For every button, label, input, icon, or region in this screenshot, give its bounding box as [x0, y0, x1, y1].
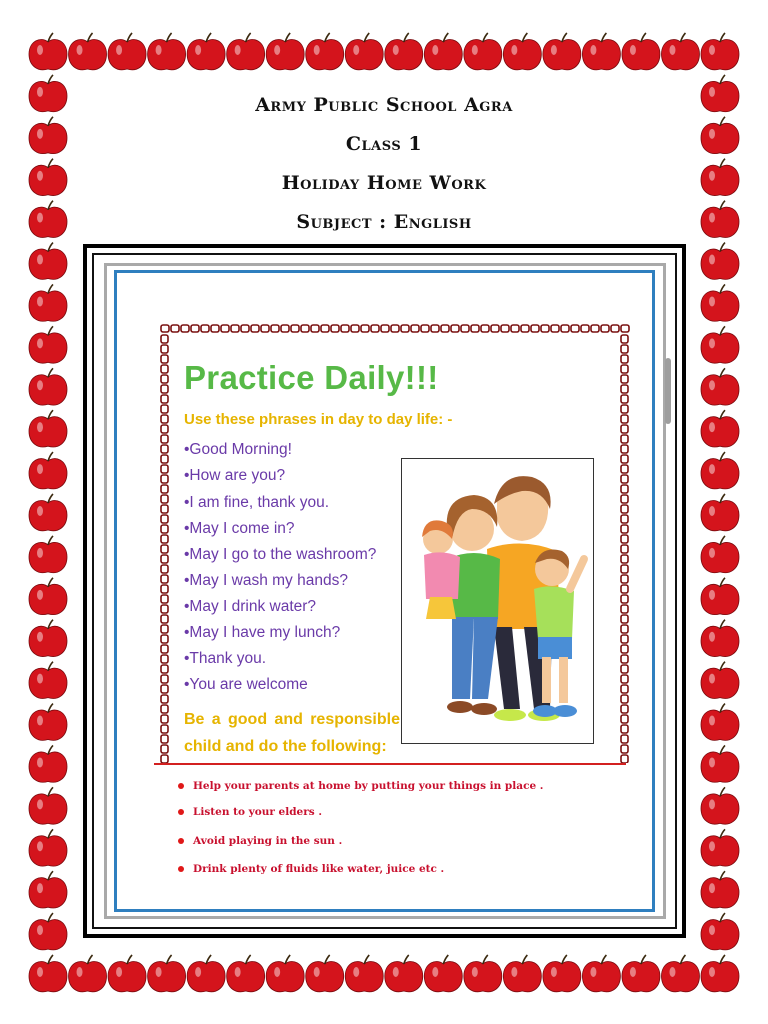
- chain-link: [161, 545, 168, 553]
- chain-link: [391, 325, 399, 332]
- apple-icon: [266, 33, 304, 70]
- chain-link: [161, 395, 168, 403]
- phrase-item: •May I wash my hands?: [184, 572, 348, 589]
- apple-icon: [385, 33, 423, 70]
- chain-link: [621, 645, 628, 653]
- chain-link: [501, 325, 509, 332]
- apple-icon: [29, 494, 67, 531]
- chain-link: [161, 695, 168, 703]
- chain-link: [291, 325, 299, 332]
- apple-icon: [29, 704, 67, 741]
- chain-link: [621, 655, 628, 663]
- apple-icon: [661, 955, 699, 992]
- chain-link: [481, 325, 489, 332]
- chain-link: [621, 715, 628, 723]
- chain-link: [161, 485, 168, 493]
- apple-icon: [661, 33, 699, 70]
- apple-icon: [701, 955, 739, 992]
- bullet-icon: [178, 783, 184, 789]
- phrase-item: •You are welcome: [184, 676, 308, 693]
- apple-icon: [29, 871, 67, 908]
- class-label: Class 1: [345, 133, 423, 155]
- chain-link: [161, 655, 168, 663]
- apple-icon: [543, 33, 581, 70]
- chain-link: [621, 705, 628, 713]
- phrase-item: •How are you?: [184, 467, 286, 484]
- apple-icon: [29, 33, 67, 70]
- chain-link: [221, 325, 229, 332]
- chain-link: [161, 615, 168, 623]
- chain-link: [161, 415, 168, 423]
- chain-link: [621, 375, 628, 383]
- chain-link: [621, 755, 628, 763]
- task-item: [178, 835, 342, 847]
- chain-link: [621, 585, 628, 593]
- apple-icon: [701, 284, 739, 321]
- chain-link: [301, 325, 309, 332]
- apple-icon: [464, 955, 502, 992]
- chain-link: [321, 325, 329, 332]
- chain-link: [621, 345, 628, 353]
- chain-link: [621, 665, 628, 673]
- chain-link: [491, 325, 499, 332]
- chain-link: [621, 555, 628, 563]
- apple-icon: [69, 955, 107, 992]
- phrase-item: •May I have my lunch?: [184, 624, 341, 641]
- apple-icon: [148, 955, 186, 992]
- chain-link: [621, 685, 628, 693]
- chain-link: [621, 575, 628, 583]
- chain-link: [461, 325, 469, 332]
- subject-label: Subject : English: [296, 211, 472, 233]
- chain-link: [171, 325, 179, 332]
- apple-icon: [582, 33, 620, 70]
- apple-icon: [543, 955, 581, 992]
- apple-icon: [29, 955, 67, 992]
- phrase-item: •Good Morning!: [184, 441, 292, 458]
- chain-link: [621, 525, 628, 533]
- apple-icon: [701, 578, 739, 615]
- chain-link: [231, 325, 239, 332]
- task-item: [178, 806, 322, 818]
- chain-link: [271, 325, 279, 332]
- chain-link: [601, 325, 609, 332]
- apple-icon: [701, 620, 739, 657]
- chain-link: [161, 475, 168, 483]
- chain-link: [561, 325, 569, 332]
- apple-icon: [148, 33, 186, 70]
- chain-link: [521, 325, 529, 332]
- apple-icon: [187, 955, 225, 992]
- chain-link: [161, 505, 168, 513]
- apple-icon: [503, 955, 541, 992]
- chain-link: [621, 545, 628, 553]
- chain-link: [161, 375, 168, 383]
- chain-link: [161, 685, 168, 693]
- apple-icon: [29, 578, 67, 615]
- chain-link: [161, 705, 168, 713]
- chain-link: [621, 435, 628, 443]
- chain-link: [181, 325, 189, 332]
- chain-link: [161, 525, 168, 533]
- chain-link: [211, 325, 219, 332]
- chain-link: [621, 675, 628, 683]
- apple-icon: [503, 33, 541, 70]
- phrase-item: •May I drink water?: [184, 598, 317, 615]
- chain-link: [161, 715, 168, 723]
- task-text: Help your parents at home by putting your things in place .: [193, 780, 544, 792]
- chain-link: [621, 325, 629, 332]
- chain-link: [591, 325, 599, 332]
- chain-link: [251, 325, 259, 332]
- chain-link: [621, 725, 628, 733]
- chain-link: [471, 325, 479, 332]
- chain-link: [161, 755, 168, 763]
- task-item: [178, 863, 444, 875]
- apple-icon: [29, 326, 67, 363]
- family-icon: [402, 459, 594, 744]
- chain-link: [161, 465, 168, 473]
- chain-link: [621, 365, 628, 373]
- chain-link: [161, 335, 168, 343]
- apple-icon: [69, 33, 107, 70]
- chain-link: [621, 745, 628, 753]
- chain-link: [621, 735, 628, 743]
- chain-link: [261, 325, 269, 332]
- chain-link: [531, 325, 539, 332]
- apple-icon: [701, 913, 739, 950]
- chain-link: [611, 325, 619, 332]
- chain-link: [161, 745, 168, 753]
- chain-link: [431, 325, 439, 332]
- good-child-line-2: child and do the following:: [184, 738, 387, 755]
- apple-icon: [701, 704, 739, 741]
- chain-link: [621, 615, 628, 623]
- scrollbar-thumb[interactable]: [665, 358, 671, 424]
- chain-link: [161, 665, 168, 673]
- chain-link: [351, 325, 359, 332]
- apple-icon: [701, 33, 739, 70]
- task-text: Listen to your elders .: [193, 806, 322, 818]
- phrase-item: •May I come in?: [184, 520, 295, 537]
- apple-icon: [306, 955, 344, 992]
- apple-icon: [701, 871, 739, 908]
- chain-link: [621, 475, 628, 483]
- chain-link: [621, 535, 628, 543]
- chain-link: [571, 325, 579, 332]
- chain-link: [161, 535, 168, 543]
- apple-icon: [29, 452, 67, 489]
- phrase-item: •Thank you.: [184, 650, 267, 667]
- chain-link: [541, 325, 549, 332]
- apple-icon: [187, 33, 225, 70]
- section-divider: [154, 763, 626, 765]
- chain-link: [161, 725, 168, 733]
- chain-link: [161, 365, 168, 373]
- chain-link: [161, 645, 168, 653]
- chain-link: [341, 325, 349, 332]
- apple-icon: [385, 955, 423, 992]
- phrase-item: •May I go to the washroom?: [184, 546, 377, 563]
- apple-icon: [701, 494, 739, 531]
- apple-icon: [29, 536, 67, 573]
- apple-icon: [29, 243, 67, 280]
- chain-link: [621, 625, 628, 633]
- task-text: Avoid playing in the sun .: [193, 835, 343, 847]
- chain-link: [621, 425, 628, 433]
- apple-icon: [701, 536, 739, 573]
- apple-icon: [29, 284, 67, 321]
- chain-link: [161, 675, 168, 683]
- apple-icon: [345, 955, 383, 992]
- chain-link: [161, 455, 168, 463]
- bullet-icon: [178, 809, 184, 815]
- chain-link: [621, 465, 628, 473]
- chain-link: [621, 385, 628, 393]
- chain-link: [161, 495, 168, 503]
- chain-link: [401, 325, 409, 332]
- chain-link: [551, 325, 559, 332]
- chain-link: [191, 325, 199, 332]
- chain-link: [621, 455, 628, 463]
- apple-icon: [701, 368, 739, 405]
- chain-link: [441, 325, 449, 332]
- homework-title: Holiday Home Work: [281, 172, 487, 194]
- poster-title: Practice Daily!!!: [184, 359, 439, 396]
- chain-link: [621, 595, 628, 603]
- chain-link: [361, 325, 369, 332]
- chain-link: [621, 485, 628, 493]
- chain-link: [161, 325, 169, 332]
- chain-link: [161, 565, 168, 573]
- apple-icon: [701, 326, 739, 363]
- task-text: Drink plenty of fluids like water, juice etc .: [193, 863, 445, 875]
- task-item: [178, 780, 543, 792]
- apple-icon: [345, 33, 383, 70]
- apple-icon: [29, 913, 67, 950]
- apple-icon: [227, 33, 265, 70]
- apple-icon: [29, 620, 67, 657]
- chain-link: [421, 325, 429, 332]
- chain-link: [331, 325, 339, 332]
- chain-link: [451, 325, 459, 332]
- apple-icon: [701, 662, 739, 699]
- apple-icon: [464, 33, 502, 70]
- chain-link: [371, 325, 379, 332]
- chain-link: [621, 415, 628, 423]
- apple-icon: [29, 787, 67, 824]
- chain-link: [621, 335, 628, 343]
- chain-link: [511, 325, 519, 332]
- chain-link: [161, 445, 168, 453]
- chain-link: [161, 635, 168, 643]
- apple-icon: [701, 452, 739, 489]
- chain-link: [621, 505, 628, 513]
- chain-link: [381, 325, 389, 332]
- chain-link: [161, 425, 168, 433]
- chain-link: [621, 565, 628, 573]
- chain-link: [311, 325, 319, 332]
- chain-link: [161, 625, 168, 633]
- apple-icon: [266, 955, 304, 992]
- chain-link: [161, 585, 168, 593]
- good-child-line-1: Be a good and responsible: [184, 711, 400, 728]
- chain-link: [621, 355, 628, 363]
- apple-icon: [306, 33, 344, 70]
- chain-link: [161, 575, 168, 583]
- chain-link: [161, 515, 168, 523]
- chain-link: [161, 595, 168, 603]
- chain-link: [161, 735, 168, 743]
- apple-icon: [227, 955, 265, 992]
- chain-link: [621, 495, 628, 503]
- chain-link: [161, 405, 168, 413]
- chain-link: [621, 695, 628, 703]
- chain-link: [281, 325, 289, 332]
- bullet-icon: [178, 838, 184, 844]
- bullet-icon: [178, 866, 184, 872]
- apple-icon: [622, 33, 660, 70]
- chain-link: [241, 325, 249, 332]
- chain-link: [621, 445, 628, 453]
- chain-link: [581, 325, 589, 332]
- chain-link: [161, 385, 168, 393]
- apple-icon: [701, 829, 739, 866]
- chain-link: [161, 605, 168, 613]
- apple-icon: [29, 368, 67, 405]
- chain-link: [161, 555, 168, 563]
- apple-icon: [701, 410, 739, 447]
- chain-link: [621, 635, 628, 643]
- apple-icon: [108, 955, 146, 992]
- chain-link: [201, 325, 209, 332]
- chain-link: [161, 435, 168, 443]
- poster-subtitle: Use these phrases in day to day life: -: [184, 411, 453, 428]
- apple-icon: [29, 829, 67, 866]
- apple-icon: [29, 410, 67, 447]
- apple-icon: [29, 745, 67, 782]
- chain-link: [161, 345, 168, 353]
- family-illustration: [401, 458, 594, 744]
- chain-link: [621, 515, 628, 523]
- chain-link: [411, 325, 419, 332]
- apple-icon: [29, 662, 67, 699]
- apple-icon: [701, 243, 739, 280]
- apple-icon: [622, 955, 660, 992]
- phrase-item: •I am fine, thank you.: [184, 494, 330, 511]
- chain-link: [621, 405, 628, 413]
- chain-link: [621, 605, 628, 613]
- school-name: Army Public School Agra: [255, 94, 513, 116]
- apple-icon: [701, 745, 739, 782]
- apple-icon: [424, 33, 462, 70]
- apple-icon: [424, 955, 462, 992]
- chain-link: [161, 355, 168, 363]
- apple-icon: [701, 787, 739, 824]
- chain-link: [621, 395, 628, 403]
- apple-icon: [582, 955, 620, 992]
- apple-icon: [108, 33, 146, 70]
